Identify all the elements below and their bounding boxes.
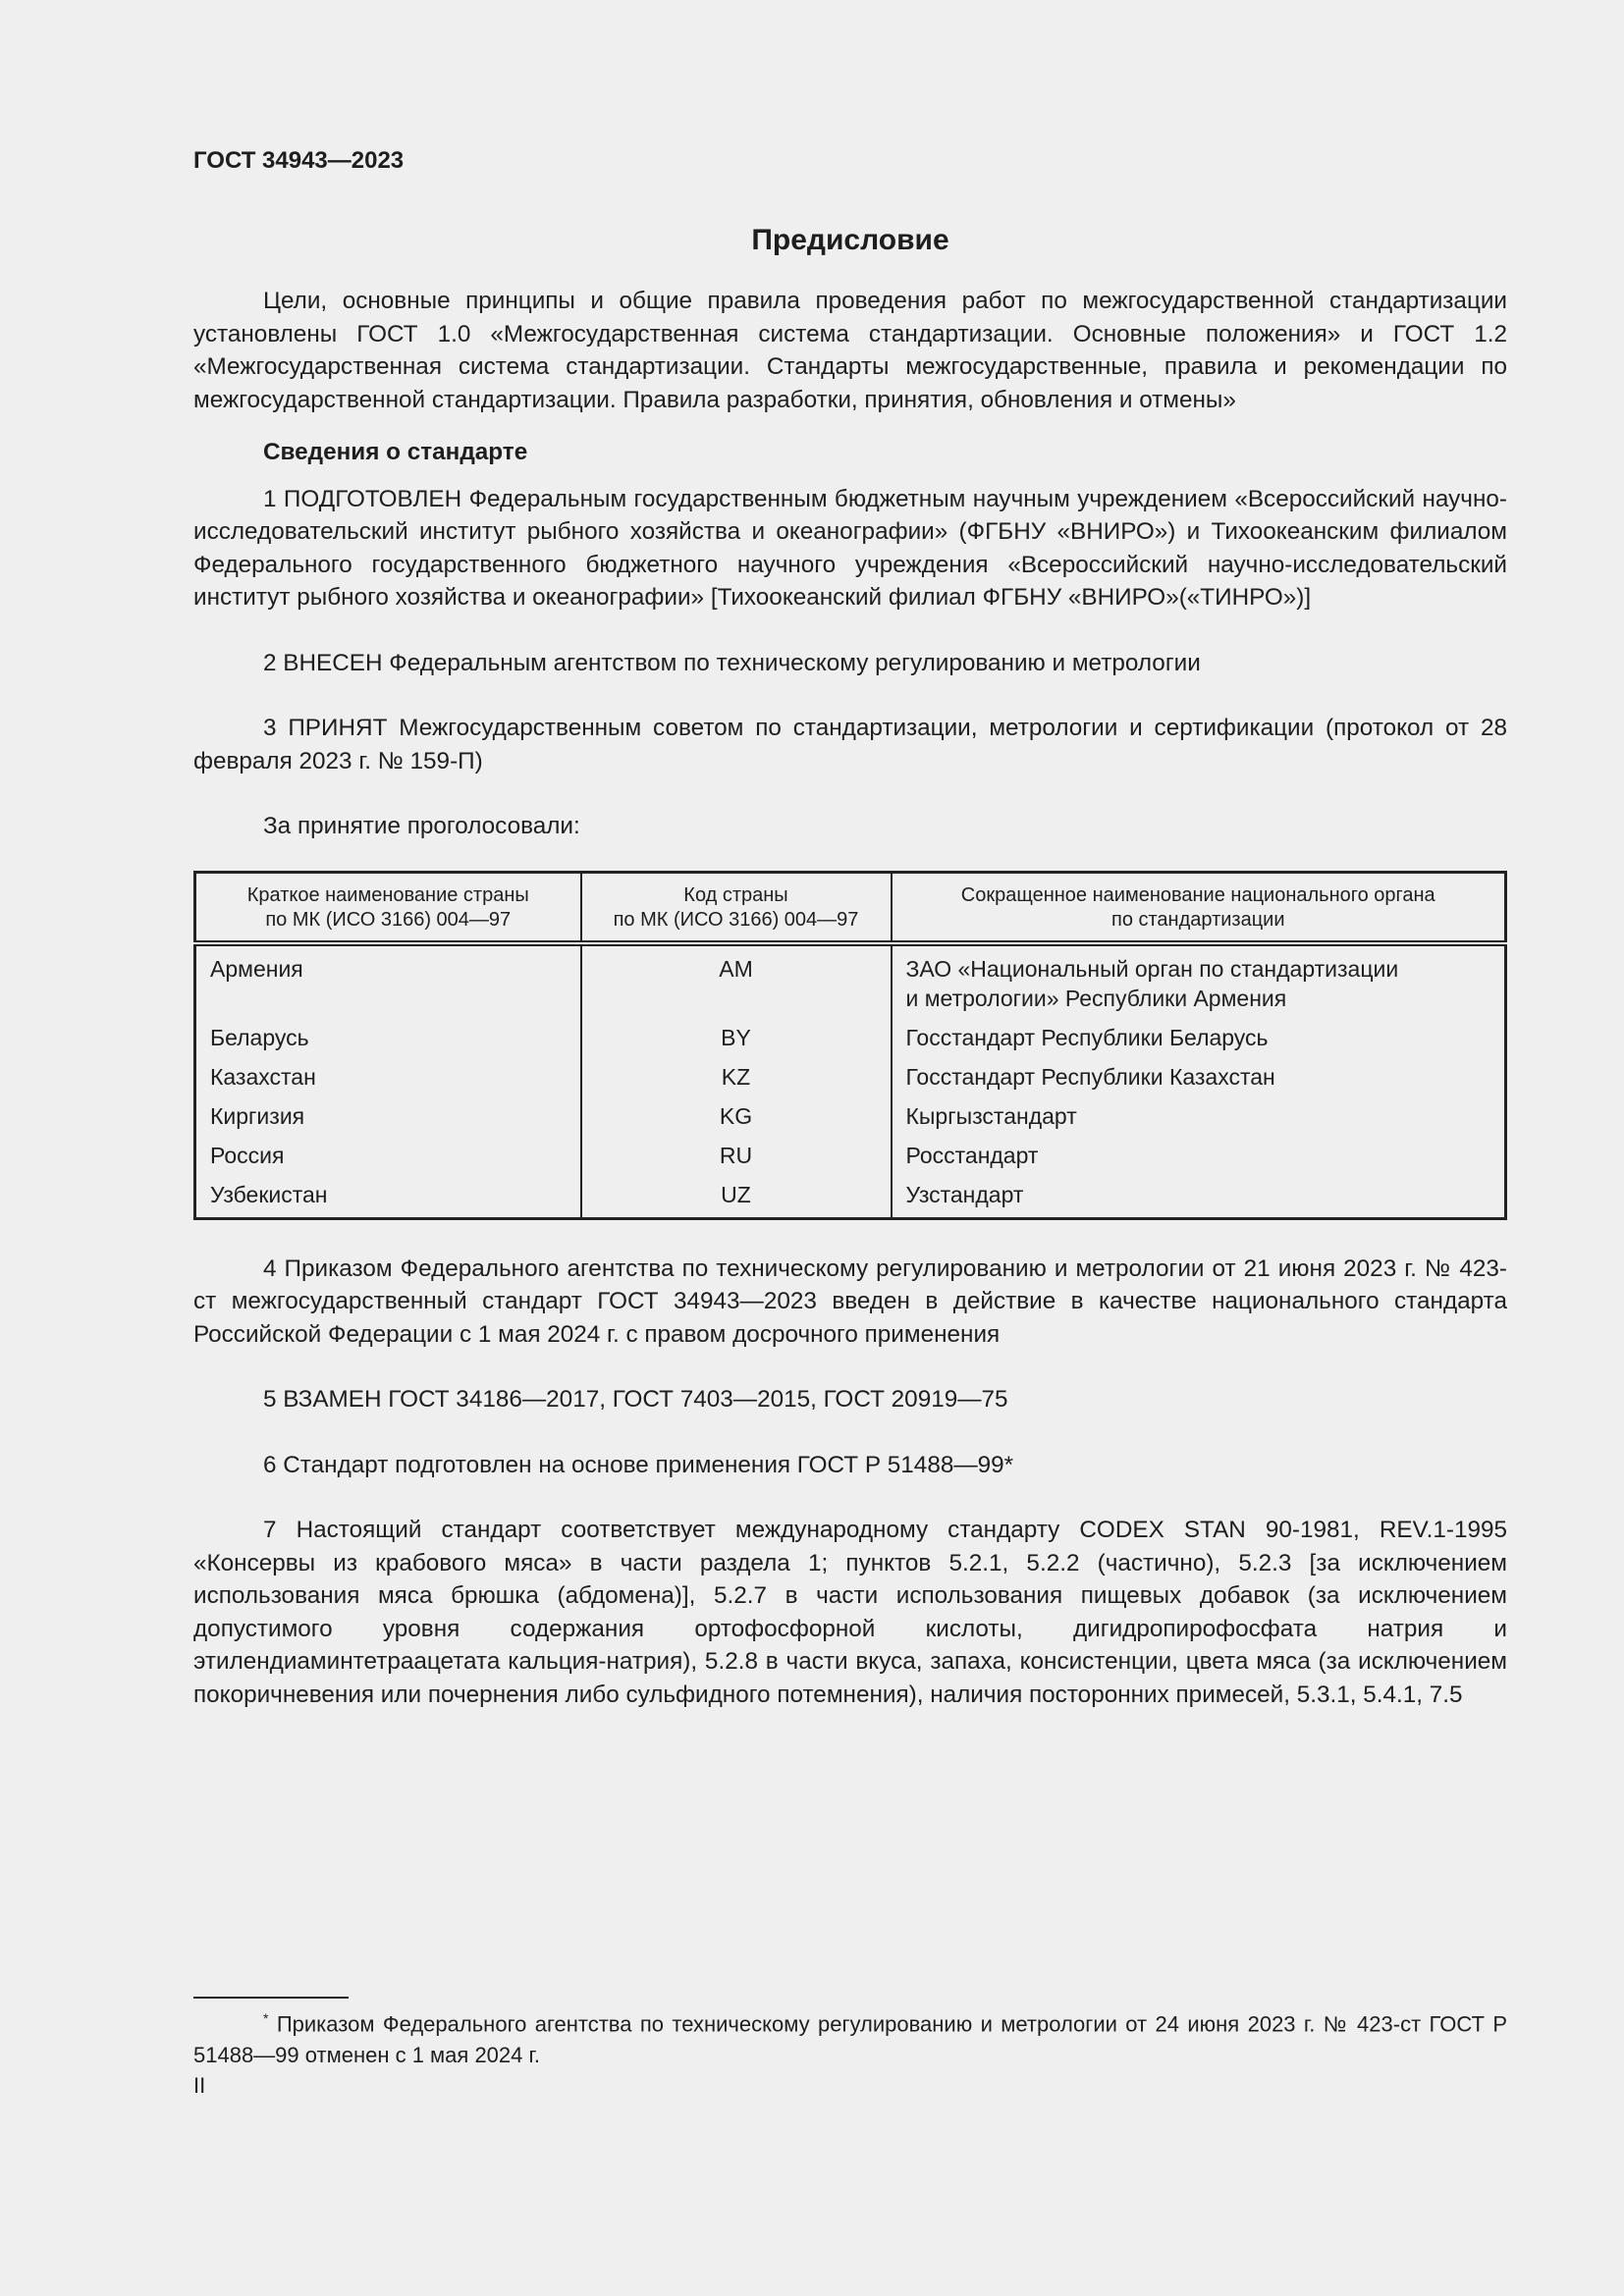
cell-country: Россия [195,1131,581,1170]
cell-code: KG [581,1092,892,1131]
item-4: 4 Приказом Федерального агентства по техническому регулированию и метрологии от 21 июня 2023 г. № 423-ст межгосударственный стандарт ГОСТ 34943—2023 введен в действие в качестве национального стандарта Российской Федерации с 1 мая 2024 г. с правом досрочного применения [193,1255,1507,1348]
footnote-text: Приказом Федерального агентства по техническому регулированию и метрологии от 24 июня 2023 г. № 423-ст ГОСТ Р 51488—99 отменен с 1 мая 2024 г. [193,2011,1507,2068]
table-row [195,943,1506,1013]
cell-code: UZ [581,1170,892,1219]
table-row [195,1013,1506,1052]
column-header-body: Сокращенное наименование национального органа по стандартизации [892,872,1506,943]
document-body [193,285,1507,1711]
page-title: Предисловие [751,224,949,256]
table-row [195,1092,1506,1131]
footnote-divider [193,1997,349,1999]
cell-code: RU [581,1131,892,1170]
cell-body: Узстандарт [892,1170,1506,1219]
cell-body: Кыргызстандарт [892,1092,1506,1131]
footnote [193,2002,1507,2071]
cell-country: Беларусь [195,1013,581,1052]
item-5: 5 ВЗАМЕН ГОСТ 34186—2017, ГОСТ 7403—2015, ГОСТ 20919—75 [263,1386,1008,1413]
cell-body: Госстандарт Республики Казахстан [892,1052,1506,1092]
cell-body: ЗАО «Национальный орган по стандартизации и метрологии» Республики Армения [892,943,1506,1013]
table-row [195,1170,1506,1219]
item-1: 1 ПОДГОТОВЛЕН Федеральным государственным бюджетным научным учреждением «Всероссийский научно-исследовательский институт рыбного хозяйства и океанографии» (ФГБНУ «ВНИРО») и Тихоокеанским филиалом Федерального государственного бюджетного научного учреждения «Всероссийский научно-исследовательский институт рыбного хозяйства и океанографии» [Тихоокеанский филиал ФГБНУ «ВНИРО»(«ТИНРО»)] [193,485,1507,611]
cell-body: Госстандарт Республики Беларусь [892,1013,1506,1052]
document-header: ГОСТ 34943—2023 [193,147,405,174]
item-7: 7 Настоящий стандарт соответствует международному стандарту CODEX STAN 90-1981, REV.1-1995 «Консервы из крабового мяса» в части раздела 1; пунктов 5.2.1, 5.2.2 (частично), 5.2.3 [за исключением использования мяса брюшка (абдомена)], 5.2.7 в части использования пищевых добавок (за исключением допустимого уровня содержания ортофосфорной кислоты, дигидропирофосфата натрия и этилендиаминтетраацетата кальция-натрия), 5.2.8 в части вкуса, запаха, консистенции, цвета мяса (за исключением покоричневения или почернения либо сульфидного потемнения), наличия посторонних примесей, 5.3.1, 5.4.1, 7.5 [193,1517,1507,1708]
item-2: 2 ВНЕСЕН Федеральным агентством по техническому регулированию и метрологии [263,649,1201,676]
voting-table [193,871,1507,1220]
item-3: 3 ПРИНЯТ Межгосударственным советом по стандартизации, метрологии и сертификации (протокол от 28 февраля 2023 г. № 159-П) [193,715,1507,774]
cell-code: AM [581,943,892,1013]
item-3-vote: За принятие проголосовали: [263,813,580,839]
cell-country: Киргизия [195,1092,581,1131]
cell-country: Армения [195,943,581,1013]
cell-code: KZ [581,1052,892,1092]
footnote-marker: * [1003,1451,1014,1478]
cell-country: Узбекистан [195,1170,581,1219]
item-6: 6 Стандарт подготовлен на основе применения ГОСТ Р 51488—99* [263,1451,1014,1478]
column-header-code: Код страны по МК (ИСО 3166) 004—97 [581,872,892,943]
section-subheading: Сведения о стандарте [263,439,528,465]
cell-code: BY [581,1013,892,1052]
table-row [195,1131,1506,1170]
table-header-row [195,872,1506,943]
page-number: II [193,2073,206,2098]
column-header-country: Краткое наименование страны по МК (ИСО 3166) 004—97 [195,872,581,943]
table-row [195,1052,1506,1092]
cell-body: Росстандарт [892,1131,1506,1170]
footnote-mark: * [263,2010,269,2026]
intro-paragraph: Цели, основные принципы и общие правила проведения работ по межгосударственной стандартизации установлены ГОСТ 1.0 «Межгосударственная система стандартизации. Основные положения» и ГОСТ 1.2 «Межгосударственная система стандартизации. Стандарты межгосударственные, правила и рекомендации по межгосударственной стандартизации. Правила разработки, принятия, обновления и отмены» [193,288,1507,413]
cell-country: Казахстан [195,1052,581,1092]
